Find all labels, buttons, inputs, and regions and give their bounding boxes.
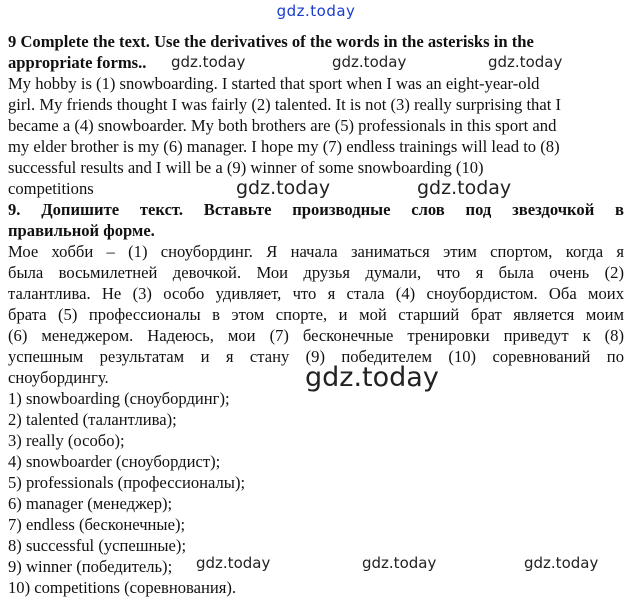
task-en-heading-line1: 9 Complete the text. Use the derivatives of the words in the asterisks in the: [8, 32, 534, 51]
answer-item: 3) really (особо);: [8, 431, 125, 450]
watermark: gdz.today: [417, 177, 512, 199]
task-ru-line: Мое хобби – (1) сноубординг. Я начала заниматься этим спортом, когда я: [8, 242, 624, 261]
task-ru-heading-line2: правильной форме.: [8, 221, 155, 240]
answer-item: 2) talented (талантлива);: [8, 410, 177, 429]
answer-item: 4) snowboarder (сноубордист);: [8, 452, 221, 471]
task-en-line: my elder brother is my (6) manager. I hope my (7) endless trainings will lead to (8): [8, 137, 560, 156]
answer-item: 5) professionals (профессионалы);: [8, 473, 246, 492]
task-ru-line: была восьмилетней девочкой. Мои друзья думали, что я была очень (2): [8, 263, 624, 282]
task-ru-line: (6) менеджером. Надеюсь, мои (7) бесконечные тренировки приведут к (8): [8, 326, 624, 345]
answer-item: 9) winner (победитель);: [8, 557, 173, 576]
task-ru-line: успешным результатам и я стану (9) победителем (10) соревнований по: [8, 347, 624, 366]
answer-item: 7) endless (бесконечные);: [8, 515, 186, 534]
task-en-line: My hobby is (1) snowboarding. I started that sport when I was an eight-year-old: [8, 74, 540, 93]
task-en-line: successful results and I will be a (9) winner of some snowboarding (10): [8, 158, 484, 177]
task-en-line: competitions: [8, 179, 94, 198]
task-en-line: became a (4) snowboarder. My both brothers are (5) professionals in this sport and: [8, 116, 557, 135]
task-ru-heading-line1: 9. Допишите текст. Вставьте производные слов под звездочкой в: [8, 200, 624, 219]
task-ru-line: брата (5) профессионалы в этом спорте, и мой старший брат является моим: [8, 305, 624, 324]
answer-item: 8) successful (успешные);: [8, 536, 187, 555]
task-en-line: girl. My friends thought I was fairly (2) talented. It is not (3) really surprising that I: [8, 95, 561, 114]
answer-item: 10) competitions (соревнования).: [8, 578, 237, 597]
watermark: gdz.today: [362, 554, 437, 572]
watermark: gdz.today: [196, 554, 271, 572]
watermark-top: gdz.today: [276, 2, 356, 20]
answer-item: 6) manager (менеджер);: [8, 494, 173, 513]
answer-item: 1) snowboarding (сноубординг);: [8, 389, 230, 408]
task-ru-line: сноубордингу.: [8, 368, 109, 387]
task-en-heading-line2: appropriate forms..: [8, 53, 147, 72]
watermark: gdz.today: [171, 53, 246, 71]
watermark: gdz.today: [488, 53, 563, 71]
watermark: gdz.today: [332, 53, 407, 71]
watermark: gdz.today: [236, 177, 331, 199]
watermark: gdz.today: [524, 554, 599, 572]
watermark: gdz.today: [305, 362, 439, 393]
task-ru-line: талантлива. Не (3) особо удивляет, что я стала (4) сноубордистом. Оба моих: [8, 284, 624, 303]
